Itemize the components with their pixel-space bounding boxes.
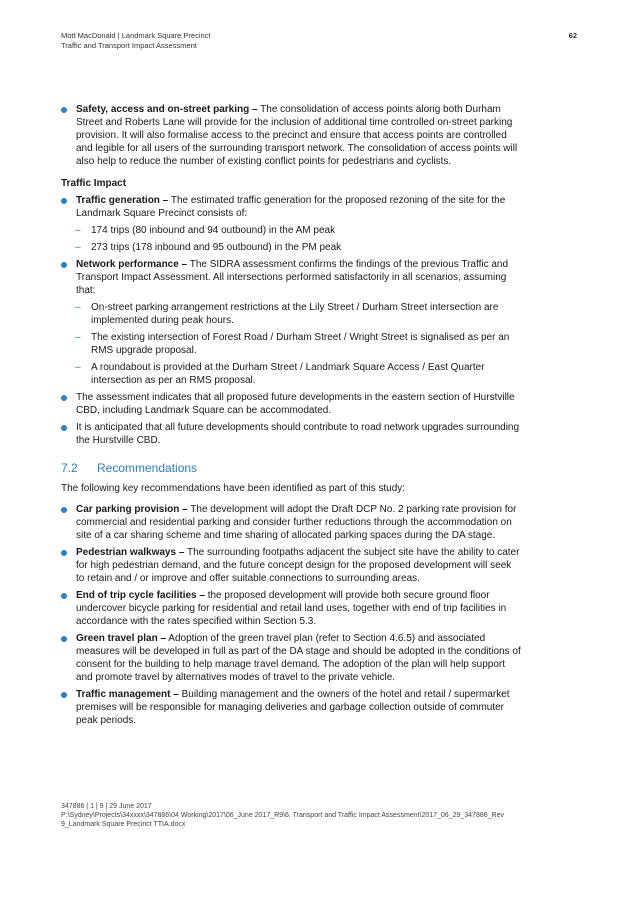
page-number: 62 [568, 31, 577, 40]
footer-file-path: P:\Sydney\Projects\34xxxx\347886\04 Working\2017\06_June 2017_R9\6. Transport and Traffic Impact Assessment\2017_06_29_347886_Rev 9_Landmark Square Precinct TTIA.docx [61, 812, 504, 828]
bullet-traffic-generation [61, 194, 521, 220]
sub-bullet-pm-peak: – 273 trips (178 inbound and 95 outbound) in the PM peak [61, 241, 521, 254]
recommendation-green-travel-plan [61, 632, 521, 684]
bullet-assessment-eastern-cbd: The assessment indicates that all proposed future developments in the eastern section of Hurstville CBD, including Landmark Square can be accommodated. [61, 391, 521, 417]
bullet-text: Building management and the owners of the hotel and retail / supermarket premises will be responsible for managing deliveries and garbage collection outside of commuter peak periods. [76, 689, 510, 726]
recommendation-pedestrian-walkways [61, 546, 521, 585]
bullet-title: Traffic generation – [76, 195, 169, 206]
bullet-text: The estimated traffic generation for the proposed rezoning of the site for the Landmark Square Precinct consists of: [76, 195, 506, 219]
bullet-text: Adoption of the green travel plan (refer to Section 4.6.5) and associated measures will be developed in full as part of the DA stage and should be adopted in the conditions of consent for the building to help manage travel demand. The adoption of the plan will help support and promote travel by alternatives modes of travel to the private vehicle. [76, 633, 521, 683]
section-number: 7.2 [61, 461, 78, 475]
sub-bullet-roundabout: – A roundabout is provided at the Durham Street / Landmark Square Access / East Quarter intersection as per an RMS proposal. [61, 361, 521, 387]
bullet-future-contributions: It is anticipated that all future developments should contribute to road network upgrades surrounding the Hurstville CBD. [61, 421, 521, 447]
bullet-title: Traffic management – [76, 689, 179, 700]
bullet-network-performance [61, 258, 521, 297]
recommendation-cycle-facilities [61, 589, 521, 628]
recommendation-traffic-management [61, 688, 521, 727]
header-report-title: Mott MacDonald | Landmark Square Precinct [61, 31, 211, 40]
footer-document-ref: 347886 | 1 | 9 | 29 June 2017 [61, 803, 152, 810]
sub-bullet-forest-road: – The existing intersection of Forest Road / Durham Street / Wright Street is signalised as per an RMS upgrade proposal. [61, 331, 521, 357]
bullet-text: The development will adopt the Draft DCP No. 2 parking rate provision for commercial and residential parking and consider further reductions through the accommodation on site of a car sharing scheme and time sharing of allocated parking spaces during the DA stage. [76, 504, 517, 541]
bullet-text: The surrounding footpaths adjacent the subject site have the ability to cater for high pedestrian demand, and the future concept design for the proposed development will seek to retain and / or improve and offer suitable connections to surrounding areas. [76, 547, 520, 584]
traffic-impact-heading: Traffic Impact [61, 178, 127, 189]
bullet-title: End of trip cycle facilities – [76, 590, 205, 601]
section-heading [61, 461, 521, 476]
bullet-title: Pedestrian walkways – [76, 547, 185, 558]
bullet-text: The SIDRA assessment confirms the findings of the previous Traffic and Transport Impact Assessment. All intersections performed satisfactorily in all scenarios, assuming that: [76, 259, 509, 296]
bullet-title: Safety, access and on-street parking – [76, 104, 258, 115]
bullet-title: Green travel plan – [76, 633, 167, 644]
header-report-subtitle: Traffic and Transport Impact Assessment [61, 41, 197, 50]
page-footer [61, 802, 541, 829]
section-intro: The following key recommendations have been identified as part of this study: [61, 483, 406, 494]
section-title: Recommendations [97, 461, 198, 475]
page-header [61, 31, 577, 51]
bullet-text: The consolidation of access points along both Durham Street and Roberts Lane will provide for the inclusion of additional time controlled on-street parking provision. It will also formalise access to the precinct and ensure that access points are controlled and legible for all users of the surrounding transport network. The consolidation of access points will also help to reduce the number of existing conflict points for pedestrians and cyclists. [76, 104, 518, 167]
bullet-safety-access [61, 103, 521, 168]
page-body [61, 103, 521, 731]
sub-bullet-am-peak: – 174 trips (80 inbound and 94 outbound) in the AM peak [61, 224, 521, 237]
recommendation-car-parking [61, 503, 521, 542]
bullet-title: Network performance – [76, 259, 188, 270]
bullet-text: the proposed development will provide both secure ground floor undercover bicycle parking for residential and retail land uses, together with end of trip facilities in accordance with the rates specified within Section 5.3. [76, 590, 507, 627]
bullet-title: Car parking provision – [76, 504, 188, 515]
sub-bullet-lily-street: – On-street parking arrangement restrictions at the Lily Street / Durham Street intersection are implemented during peak hours. [61, 301, 521, 327]
